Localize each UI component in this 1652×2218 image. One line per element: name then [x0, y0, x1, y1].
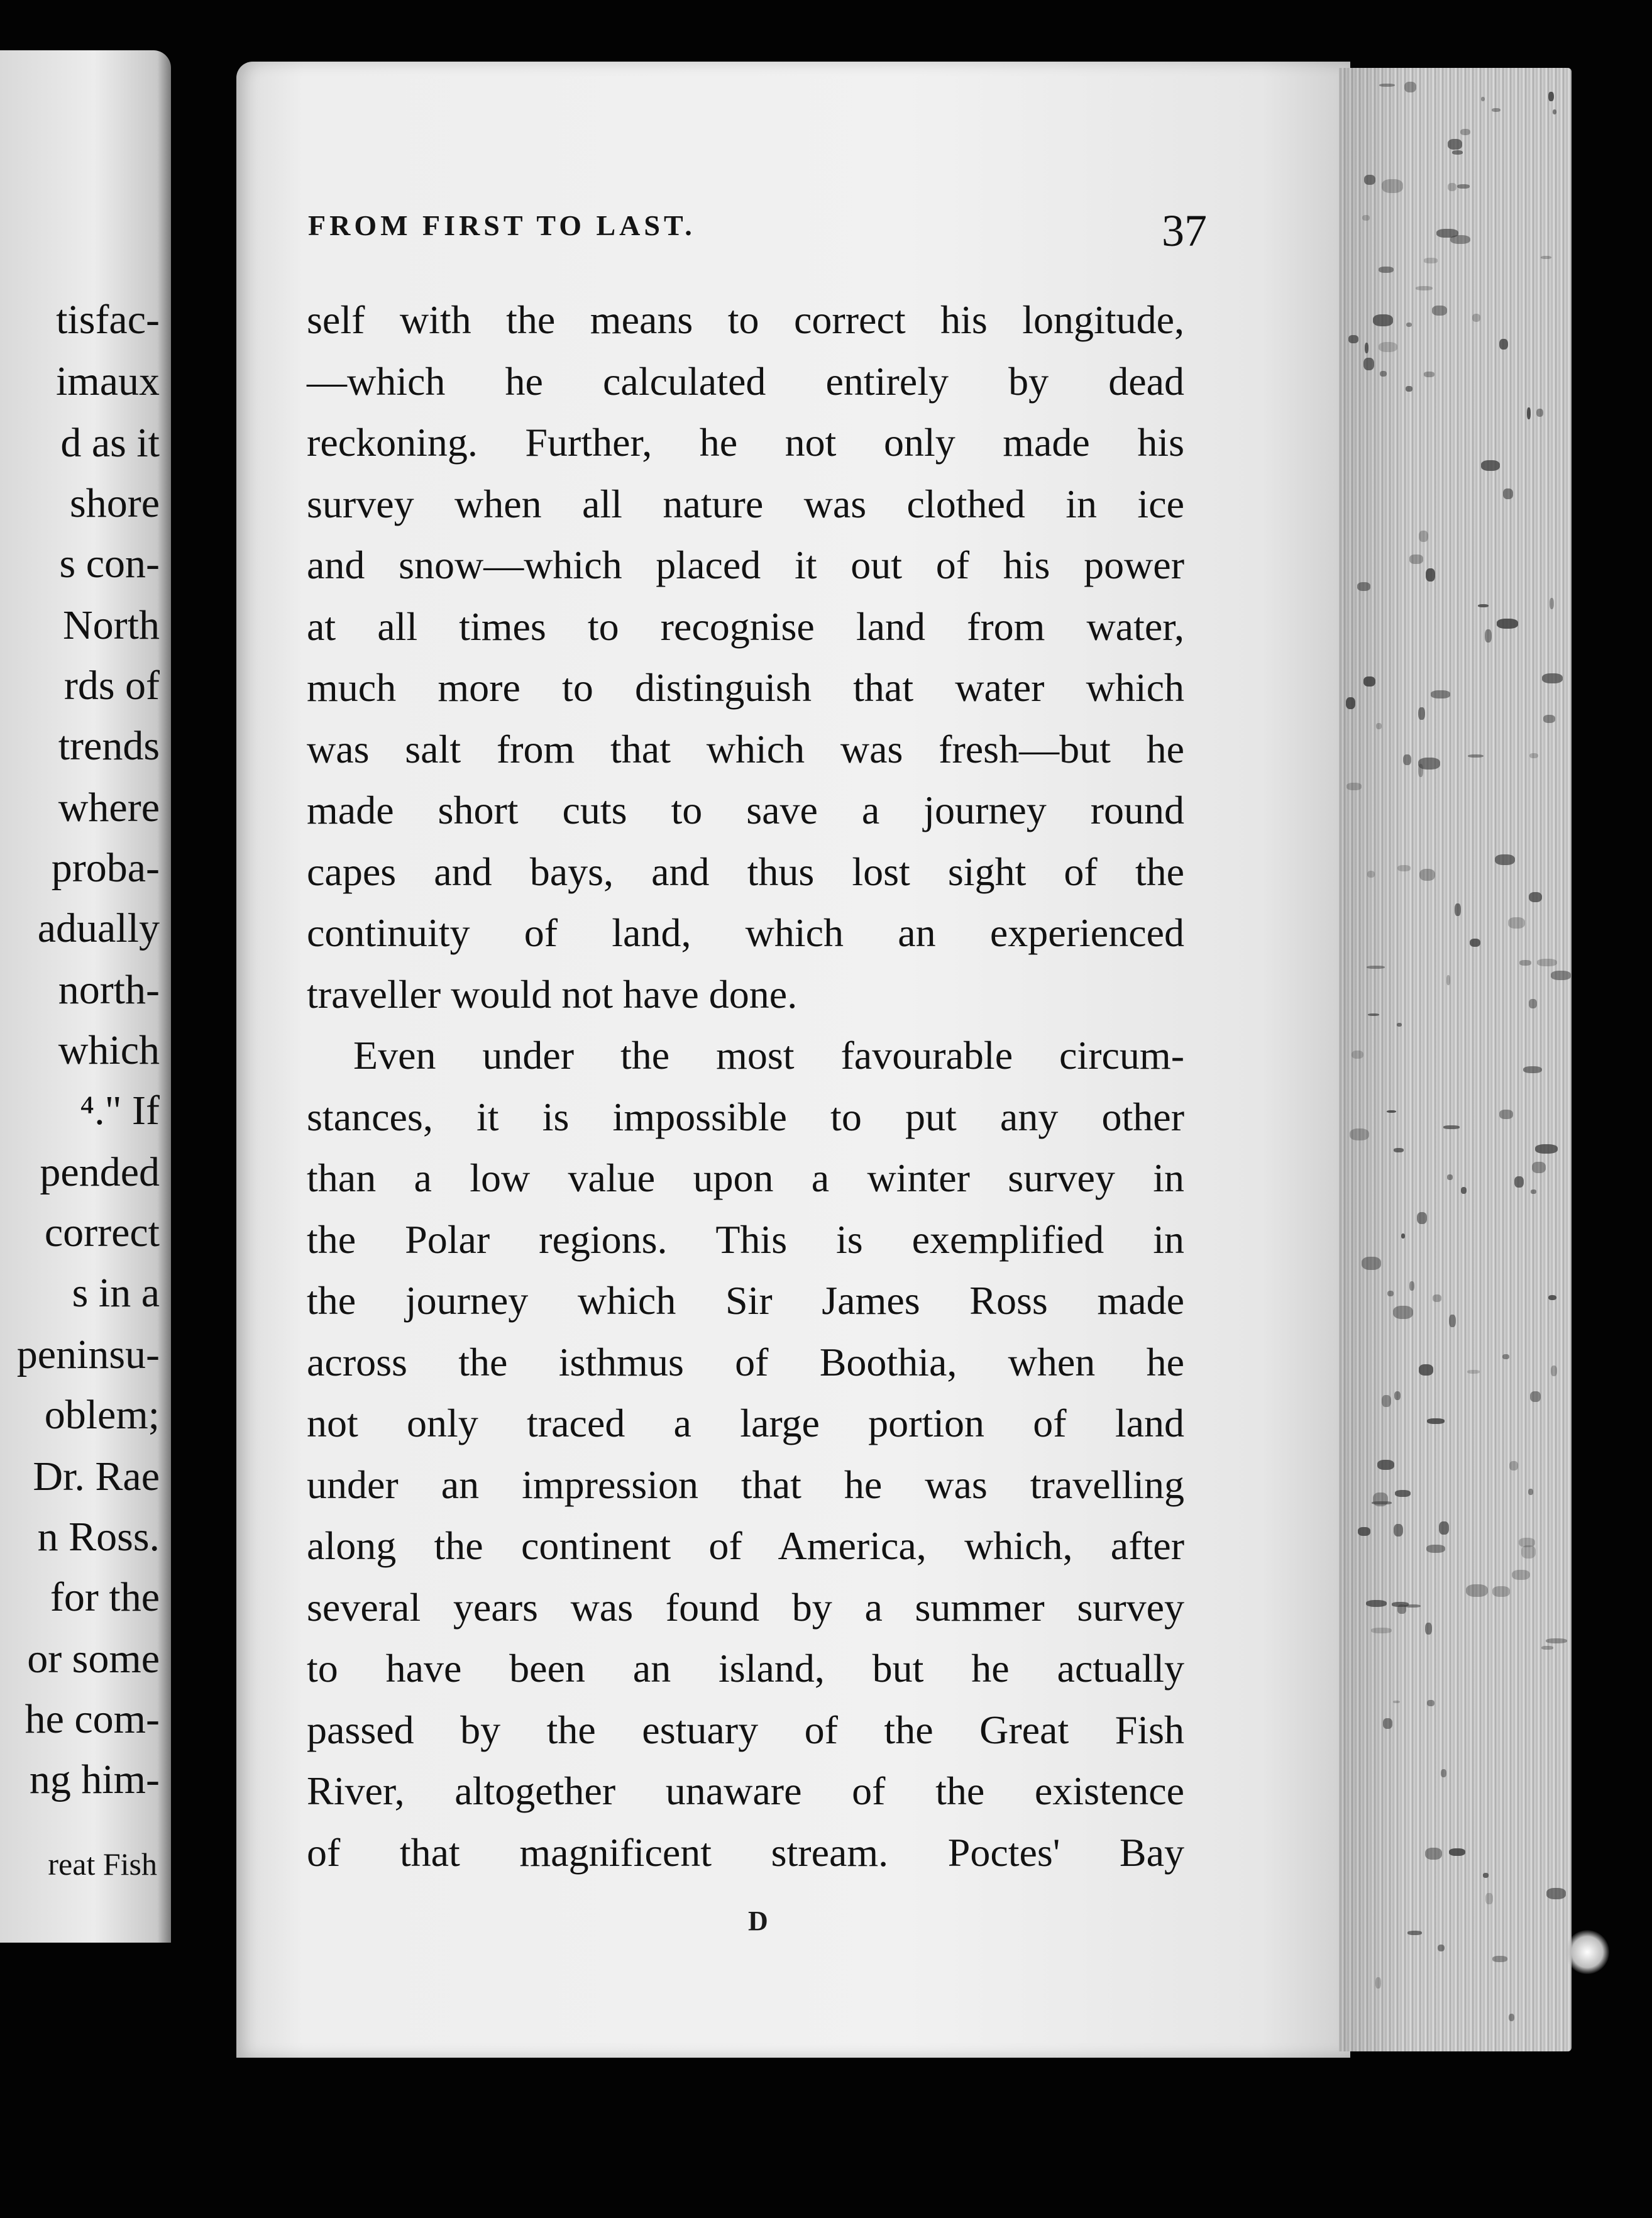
- text-line: across the isthmus of Boothia, when he: [307, 1339, 1184, 1384]
- foxing-speck: [1502, 1354, 1509, 1359]
- foxing-speck: [1519, 960, 1531, 966]
- foxing-speck: [1409, 1281, 1414, 1291]
- left-page-line: imaux: [56, 358, 160, 404]
- text-line: along the continent of America, which, after: [307, 1523, 1184, 1568]
- foxing-speck: [1409, 554, 1423, 563]
- foxing-speck: [1392, 1602, 1409, 1607]
- foxing-speck: [1492, 1586, 1510, 1596]
- text-line: and snow—which placed it out of his power: [307, 543, 1184, 587]
- foxing-speck: [1528, 1489, 1533, 1496]
- foxing-speck: [1499, 1110, 1513, 1119]
- foxing-speck: [1350, 1128, 1369, 1140]
- foxing-speck: [1346, 783, 1362, 790]
- text-line: reckoning. Further, he not only made his: [307, 420, 1184, 465]
- text-line: of that magnificent stream. Poctes' Bay: [307, 1829, 1184, 1875]
- foxing-speck: [1362, 215, 1370, 221]
- foxing-speck: [1509, 1461, 1518, 1470]
- foxing-speck: [1466, 1584, 1488, 1597]
- left-page-line: where: [58, 785, 160, 830]
- page-header: [308, 205, 1207, 255]
- foxing-speck: [1371, 1628, 1392, 1633]
- foxing-speck: [1403, 754, 1411, 765]
- foxing-speck: [1387, 1291, 1394, 1297]
- foxing-speck: [1433, 1294, 1441, 1302]
- foxing-speck: [1470, 939, 1480, 947]
- foxing-speck: [1397, 865, 1411, 871]
- text-line: to have been an island, but he actually: [307, 1646, 1184, 1691]
- text-line: several years was found by a summer survey: [307, 1584, 1184, 1630]
- left-page-line: d as it: [60, 420, 160, 466]
- foxing-speck: [1478, 604, 1489, 607]
- left-page-line: or some: [27, 1636, 160, 1682]
- text-line: made short cuts to save a journey round: [307, 788, 1184, 832]
- left-page-line: ng him-: [29, 1757, 160, 1802]
- foxing-speck: [1441, 1769, 1446, 1777]
- foxing-speck: [1503, 488, 1513, 499]
- foxing-speck: [1375, 1977, 1380, 1989]
- foxing-speck: [1363, 358, 1374, 371]
- foxing-speck: [1468, 754, 1484, 758]
- foxing-speck: [1416, 286, 1433, 290]
- left-page-line: s in a: [72, 1270, 160, 1316]
- text-line: than a low value upon a winter survey in: [307, 1156, 1184, 1200]
- text-line: River, altogether unaware of the existence: [307, 1768, 1184, 1813]
- left-page-line: Dr. Rae: [33, 1454, 160, 1499]
- foxing-speck: [1508, 917, 1525, 929]
- foxing-speck: [1367, 966, 1385, 969]
- foxing-speck: [1492, 108, 1500, 112]
- left-page-line: trends: [58, 723, 160, 769]
- foxing-speck: [1481, 460, 1500, 471]
- foxing-speck: [1467, 1370, 1480, 1374]
- foxing-speck: [1461, 1187, 1467, 1194]
- foxing-speck: [1406, 386, 1412, 392]
- foxing-speck: [1512, 1570, 1531, 1580]
- foxing-speck: [1394, 1524, 1403, 1537]
- previous-page-fragment: [0, 50, 171, 1943]
- foxing-speck: [1550, 598, 1555, 609]
- left-page-line: n Ross.: [37, 1514, 160, 1560]
- foxing-speck: [1431, 690, 1450, 698]
- foxing-speck: [1346, 697, 1355, 709]
- foxing-speck: [1427, 1700, 1434, 1706]
- left-page-line: rds of: [63, 663, 160, 709]
- foxing-speck: [1395, 1490, 1411, 1497]
- text-line: —which he calculated entirely by dead: [307, 358, 1184, 404]
- foxing-speck: [1472, 314, 1481, 322]
- foxing-speck: [1448, 183, 1457, 191]
- text-line: the Polar regions. This is exemplified in: [307, 1217, 1184, 1262]
- foxing-speck: [1424, 372, 1434, 377]
- foxing-speck: [1531, 1189, 1536, 1194]
- foxing-speck: [1527, 407, 1531, 419]
- foxing-speck: [1483, 1873, 1489, 1878]
- text-line: capes and bays, and thus lost sight of the: [307, 849, 1184, 894]
- signature-mark: D: [748, 1906, 768, 1936]
- foxing-speck: [1535, 1144, 1558, 1154]
- paragraph-end-line: traveller would not have done.: [307, 971, 798, 1017]
- left-page-line: he com-: [25, 1696, 160, 1742]
- foxing-speck: [1532, 1162, 1545, 1173]
- foxing-speck: [1546, 1638, 1567, 1643]
- foxing-speck: [1457, 184, 1470, 189]
- foxing-speck: [1379, 342, 1397, 352]
- foxing-speck: [1362, 1257, 1381, 1270]
- foxing-speck: [1438, 1945, 1445, 1952]
- foxing-speck: [1521, 1545, 1536, 1558]
- left-page-line: shore: [70, 480, 160, 526]
- foxing-speck: [1529, 753, 1538, 758]
- text-line: survey when all nature was clothed in ice: [307, 481, 1184, 526]
- foxing-speck: [1419, 1364, 1433, 1376]
- foxing-speck: [1424, 258, 1438, 263]
- foxing-speck: [1425, 1623, 1432, 1634]
- left-page-line: s con-: [59, 541, 160, 587]
- foxing-speck: [1543, 715, 1555, 723]
- foxing-speck: [1553, 109, 1557, 114]
- foxing-speck: [1419, 869, 1436, 881]
- foxing-speck: [1364, 175, 1375, 185]
- foxing-speck: [1426, 568, 1435, 582]
- foxing-speck: [1536, 409, 1544, 417]
- foxing-speck: [1368, 1013, 1379, 1016]
- previous-page-footnote: reat Fish: [48, 1846, 157, 1882]
- left-page-line: pended: [40, 1149, 160, 1195]
- foxing-speck: [1439, 1521, 1449, 1535]
- page-number: 37: [1162, 206, 1207, 256]
- foxing-speck: [1432, 306, 1446, 316]
- foxing-speck: [1367, 871, 1375, 878]
- foxing-speck: [1530, 1391, 1541, 1402]
- foxing-speck: [1529, 892, 1542, 903]
- text-line: was salt from that which was fresh—but he: [307, 726, 1184, 771]
- foxing-speck: [1380, 371, 1387, 377]
- foxing-speck: [1366, 1600, 1387, 1607]
- foxing-speck: [1546, 1888, 1567, 1899]
- left-page-line: proba-: [51, 845, 160, 891]
- foxing-speck: [1373, 1492, 1388, 1506]
- foxing-speck: [1455, 903, 1461, 916]
- foxing-speck: [1436, 229, 1458, 238]
- foxing-speck: [1379, 267, 1394, 273]
- foxing-speck: [1529, 999, 1537, 1008]
- foxing-speck: [1447, 1174, 1453, 1179]
- foxing-speck: [1499, 339, 1508, 350]
- foxing-speck: [1537, 959, 1557, 966]
- foxing-speck: [1348, 335, 1358, 343]
- foxing-speck: [1419, 531, 1428, 542]
- foxing-speck: [1357, 582, 1370, 591]
- foxing-speck: [1495, 854, 1515, 865]
- foxing-speck: [1383, 1718, 1392, 1729]
- foxing-speck: [1514, 1176, 1524, 1188]
- foxing-speck: [1407, 1931, 1423, 1935]
- foxing-speck: [1551, 971, 1571, 980]
- left-page-line: tisfac-: [56, 297, 160, 343]
- paragraph-start-line: Even under the most favourable circum-: [353, 1033, 1184, 1078]
- text-line: at all times to recognise land from water,: [307, 604, 1184, 649]
- text-line: self with the means to correct his longitude,: [307, 297, 1184, 342]
- foxing-speck: [1418, 758, 1440, 770]
- left-page-line: correct: [44, 1210, 160, 1255]
- foxing-speck: [1492, 1956, 1507, 1962]
- foxing-speck: [1373, 314, 1392, 326]
- text-line: continuity of land, which an experienced: [307, 910, 1184, 955]
- text-line: passed by the estuary of the Great Fish: [307, 1707, 1184, 1752]
- running-head: FROM FIRST TO LAST.: [308, 209, 696, 241]
- foxing-speck: [1541, 1646, 1553, 1650]
- foxing-speck: [1548, 92, 1554, 101]
- left-page-line: north-: [58, 967, 160, 1013]
- foxing-speck: [1485, 1893, 1493, 1904]
- foxing-speck: [1397, 1023, 1402, 1027]
- foxing-speck: [1393, 1306, 1414, 1319]
- light-glare: [1565, 1930, 1609, 1974]
- foxing-speck: [1379, 84, 1395, 87]
- foxing-speck: [1449, 1848, 1465, 1856]
- foxing-speck: [1519, 1538, 1536, 1547]
- left-page-line: for the: [50, 1574, 160, 1620]
- left-page-line: North: [63, 602, 160, 648]
- foxing-speck: [1448, 139, 1462, 150]
- foxing-speck: [1485, 629, 1492, 643]
- foxing-speck: [1365, 343, 1368, 353]
- foxing-speck: [1363, 676, 1375, 687]
- left-page-line: which: [58, 1027, 160, 1073]
- foxing-speck: [1352, 1051, 1363, 1059]
- foxing-speck: [1417, 1212, 1427, 1225]
- foxing-speck: [1404, 82, 1417, 92]
- text-line: much more to distinguish that water which: [307, 665, 1184, 710]
- left-page-line: adually: [37, 905, 160, 951]
- foxing-speck: [1394, 1391, 1401, 1400]
- foxing-speck: [1460, 129, 1470, 135]
- left-page-line: oblem;: [44, 1392, 160, 1438]
- left-page-line: peninsu-: [16, 1332, 160, 1377]
- foxing-speck: [1377, 1460, 1394, 1470]
- foxing-speck: [1427, 1418, 1445, 1424]
- foxing-speck: [1426, 1545, 1445, 1553]
- left-page-line: ⁴." If: [80, 1088, 160, 1134]
- page-body: [307, 289, 1184, 1883]
- text-line: stances, it is impossible to put any other: [307, 1094, 1184, 1139]
- text-line: the journey which Sir James Ross made: [307, 1278, 1184, 1323]
- foxing-speck: [1394, 1148, 1404, 1152]
- foxing-speck: [1382, 179, 1403, 192]
- foxing-speck: [1551, 1366, 1558, 1376]
- foxing-speck: [1382, 1395, 1391, 1406]
- foxing-speck: [1523, 1066, 1542, 1074]
- foxing-speck: [1446, 975, 1450, 985]
- text-line: not only traced a large portion of land: [307, 1401, 1184, 1445]
- foxing-speck: [1542, 673, 1562, 683]
- foxing-speck: [1425, 1848, 1442, 1860]
- foxing-speck: [1449, 1315, 1455, 1327]
- foxing-speck: [1418, 707, 1425, 720]
- foxing-speck: [1358, 1527, 1370, 1536]
- foxing-speck: [1497, 619, 1518, 628]
- text-line: under an impression that he was travelling: [307, 1462, 1184, 1507]
- foxing-speck: [1443, 1125, 1460, 1129]
- foxing-speck: [1376, 723, 1382, 729]
- foxing-speck: [1509, 2014, 1514, 2021]
